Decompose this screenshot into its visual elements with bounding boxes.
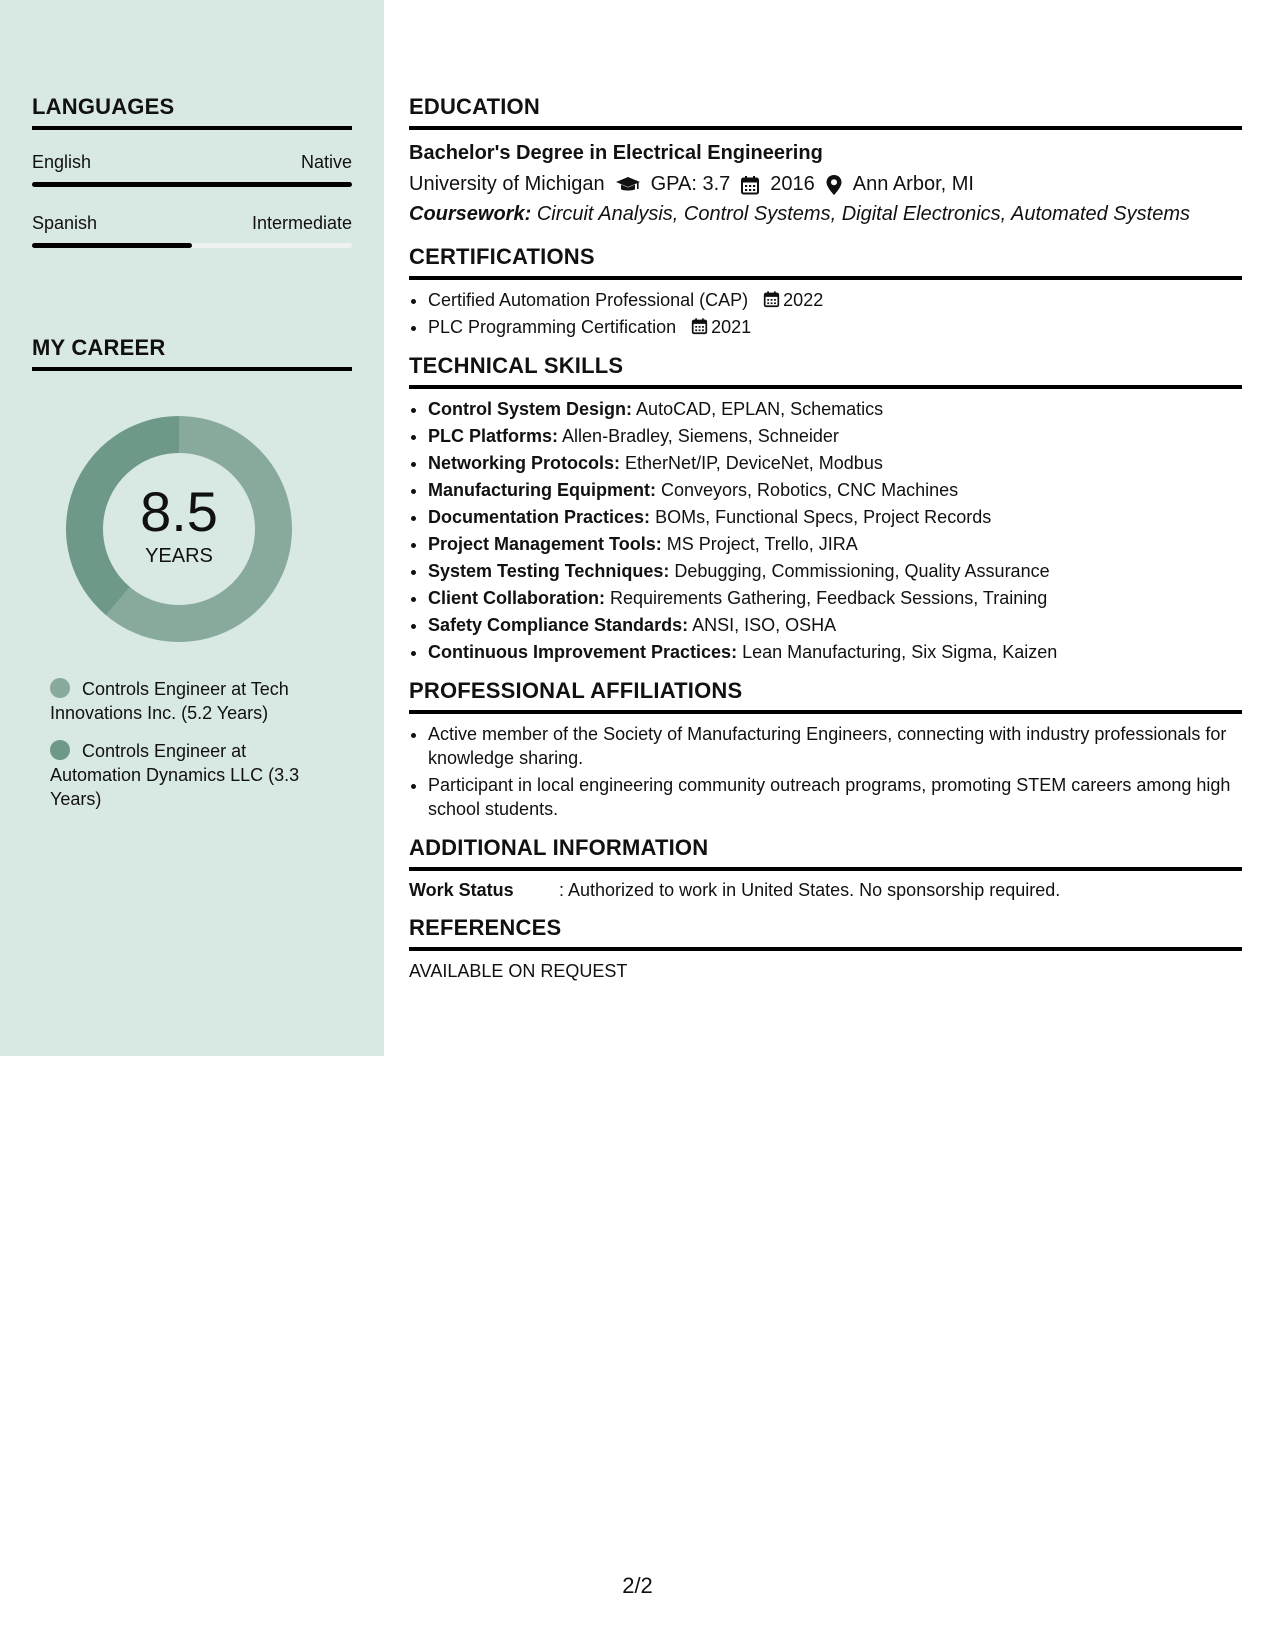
career-legend-item <box>50 739 330 811</box>
additional-info-section <box>409 835 1242 901</box>
list-item <box>428 478 1242 502</box>
work-status-row <box>409 880 1242 901</box>
school-name: University of Michigan <box>409 173 605 195</box>
work-status-value: : Authorized to work in United States. No sponsorship required. <box>559 880 1061 900</box>
skill-value: Debugging, Commissioning, Quality Assurance <box>674 561 1050 581</box>
career-title: MY CAREER <box>32 335 352 371</box>
skills-section <box>409 353 1242 664</box>
page-number: 2/2 <box>622 1573 653 1598</box>
certification-name: PLC Programming Certification <box>428 317 677 337</box>
language-proficiency-fill <box>32 182 352 187</box>
sidebar <box>0 0 384 1056</box>
certification-year: 2022 <box>783 290 824 310</box>
career-legend <box>50 677 330 825</box>
language-proficiency-fill <box>32 243 192 248</box>
career-legend-label: Controls Engineer at Tech Innovations Inc. (5.2 Years) <box>50 679 289 723</box>
calendar-icon <box>763 290 780 308</box>
list-item <box>428 288 1242 312</box>
affiliations-section <box>409 678 1242 821</box>
language-name: Spanish <box>32 213 98 233</box>
career-legend-label: Controls Engineer at Automation Dynamics LLC (3.3 Years) <box>50 741 300 809</box>
graduation-year: 2016 <box>770 173 815 195</box>
list-item <box>428 532 1242 556</box>
list-item <box>428 315 1242 339</box>
certifications-list <box>409 288 1242 339</box>
skill-value: Allen-Bradley, Siemens, Schneider <box>562 426 839 446</box>
references-section <box>409 915 1242 982</box>
affiliations-title: PROFESSIONAL AFFILIATIONS <box>409 678 1242 714</box>
career-years-unit: YEARS <box>145 544 213 567</box>
language-item <box>32 152 352 187</box>
main-content <box>409 94 1242 996</box>
certifications-title: CERTIFICATIONS <box>409 244 1242 280</box>
work-status-label: Work Status <box>409 880 514 900</box>
skill-value: ANSI, ISO, OSHA <box>692 615 837 635</box>
language-proficiency-bar <box>32 182 352 187</box>
legend-dot-icon <box>50 678 70 698</box>
skills-list <box>409 397 1242 664</box>
skills-title: TECHNICAL SKILLS <box>409 353 1242 389</box>
graduation-cap-icon <box>615 175 641 195</box>
skill-label: Project Management Tools: <box>428 534 662 554</box>
skill-label: System Testing Techniques: <box>428 561 670 581</box>
education-section <box>409 94 1242 226</box>
legend-dot-icon <box>50 740 70 760</box>
skill-label: Networking Protocols: <box>428 453 621 473</box>
coursework-label: Coursework: <box>409 203 532 225</box>
education-title: EDUCATION <box>409 94 1242 130</box>
skill-value: MS Project, Trello, JIRA <box>666 534 858 554</box>
languages-title: LANGUAGES <box>32 94 352 130</box>
calendar-icon <box>691 317 708 335</box>
list-item <box>428 559 1242 583</box>
language-name: English <box>32 152 92 172</box>
career-donut-chart <box>66 416 292 642</box>
certification-year: 2021 <box>711 317 752 337</box>
career-legend-item <box>50 677 330 725</box>
skill-label: Control System Design: <box>428 399 633 419</box>
list-item <box>428 586 1242 610</box>
education-location: Ann Arbor, MI <box>852 173 974 195</box>
language-item <box>32 213 352 248</box>
coursework <box>409 203 1242 226</box>
degree-title: Bachelor's Degree in Electrical Engineering <box>409 142 823 164</box>
gpa: GPA: 3.7 <box>650 173 731 195</box>
list-item <box>428 397 1242 421</box>
skill-label: Manufacturing Equipment: <box>428 480 656 500</box>
career-section <box>32 335 352 371</box>
list-item <box>428 424 1242 448</box>
skill-label: Safety Compliance Standards: <box>428 615 689 635</box>
skill-value: BOMs, Functional Specs, Project Records <box>655 507 992 527</box>
list-item <box>428 613 1242 637</box>
skill-value: Conveyors, Robotics, CNC Machines <box>661 480 959 500</box>
career-total-years: 8.5 <box>140 479 218 543</box>
list-item <box>428 505 1242 529</box>
certification-name: Certified Automation Professional (CAP) <box>428 290 749 310</box>
skill-value: Lean Manufacturing, Six Sigma, Kaizen <box>742 642 1058 662</box>
skill-label: Continuous Improvement Practices: <box>428 642 738 662</box>
language-level: Native <box>300 152 352 172</box>
languages-section <box>32 94 352 248</box>
list-item <box>428 640 1242 664</box>
skill-value: Requirements Gathering, Feedback Sessions, Training <box>610 588 1048 608</box>
language-proficiency-bar <box>32 243 352 248</box>
language-level: Intermediate <box>251 213 352 233</box>
list-item: • Participant in local engineering community outreach programs, promoting STEM careers among high school students. <box>428 773 1242 821</box>
list-item: • Active member of the Society of Manufacturing Engineers, connecting with industry professionals for knowledge sharing. <box>428 722 1242 770</box>
education-meta <box>409 173 1242 196</box>
additional-info-title: ADDITIONAL INFORMATION <box>409 835 1242 871</box>
list-item <box>428 451 1242 475</box>
skill-value: EtherNet/IP, DeviceNet, Modbus <box>625 453 883 473</box>
coursework-list: Circuit Analysis, Control Systems, Digital Electronics, Automated Systems <box>536 203 1190 225</box>
references-text: AVAILABLE ON REQUEST <box>409 961 628 981</box>
skill-label: PLC Platforms: <box>428 426 559 446</box>
certifications-section <box>409 244 1242 339</box>
location-pin-icon <box>825 174 843 196</box>
references-title: REFERENCES <box>409 915 1242 951</box>
skill-label: Documentation Practices: <box>428 507 651 527</box>
skill-label: Client Collaboration: <box>428 588 605 608</box>
affiliations-list <box>409 722 1242 821</box>
skill-value: AutoCAD, EPLAN, Schematics <box>636 399 884 419</box>
calendar-icon <box>740 175 760 195</box>
